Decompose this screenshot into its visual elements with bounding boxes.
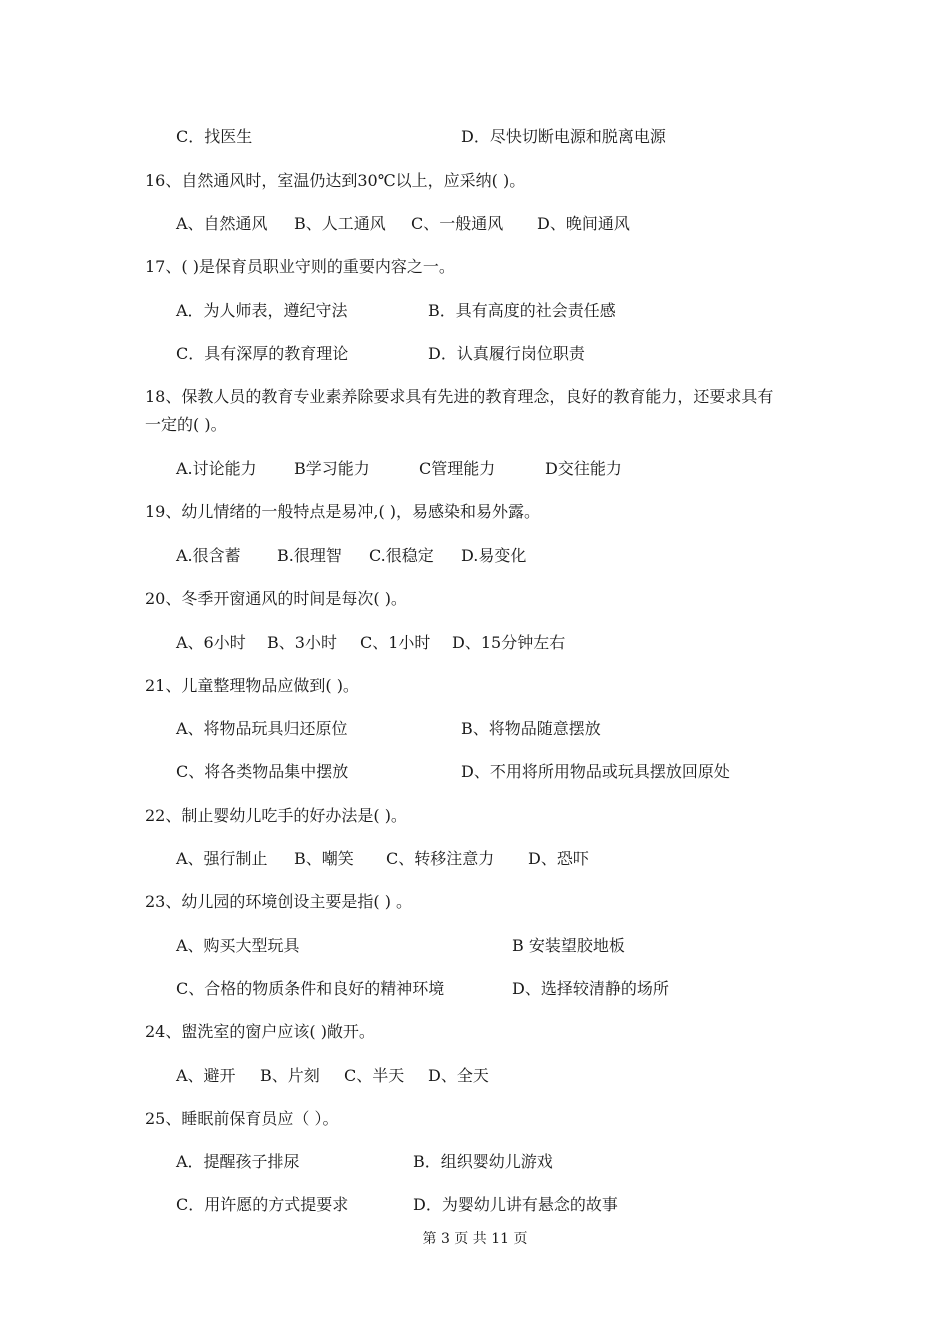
q22-option-c: C、转移注意力 — [386, 849, 495, 868]
q22-option-b: B、嘲笑 — [294, 849, 354, 868]
q18-stem-line2: 一定的( )。 — [145, 415, 227, 434]
q23-option-d: D、选择较清静的场所 — [512, 979, 669, 998]
q18-option-d: D交往能力 — [545, 459, 622, 478]
q22-option-d: D、恐吓 — [528, 849, 589, 868]
q21-stem: 21、儿童整理物品应做到( )。 — [145, 676, 359, 695]
q19-option-c: C.很稳定 — [369, 546, 434, 565]
q20-option-c: C、1小时 — [360, 633, 431, 652]
q17-option-d: D．认真履行岗位职责 — [428, 344, 585, 363]
q15-option-c: C．找医生 — [176, 127, 253, 146]
q17-option-b: B．具有高度的社会责任感 — [428, 301, 616, 320]
q25-option-d: D．为婴幼儿讲有悬念的故事 — [413, 1195, 618, 1214]
q23-option-c: C、合格的物质条件和良好的精神环境 — [176, 979, 445, 998]
q18-stem-line1: 18、保教人员的教育专业素养除要求具有先进的教育理念，良好的教育能力，还要求具有 — [145, 387, 774, 406]
q20-option-a: A、6小时 — [176, 633, 246, 652]
q24-option-d: D、全天 — [428, 1066, 489, 1085]
q23-option-b: B 安装望胶地板 — [512, 936, 625, 955]
q16-option-b: B、人工通风 — [294, 214, 386, 233]
q19-option-a: A.很含蓄 — [176, 546, 241, 565]
q16-option-a: A、自然通风 — [176, 214, 268, 233]
q21-option-c: C、将各类物品集中摆放 — [176, 762, 349, 781]
q16-option-d: D、晚间通风 — [537, 214, 630, 233]
q19-option-d: D.易变化 — [461, 546, 527, 565]
q17-option-c: C．具有深厚的教育理论 — [176, 344, 349, 363]
q19-option-b: B.很理智 — [277, 546, 342, 565]
q24-stem: 24、盥洗室的窗户应该( )敞开。 — [145, 1022, 375, 1041]
q22-option-a: A、强行制止 — [176, 849, 268, 868]
q25-option-b: B．组织婴幼儿游戏 — [413, 1152, 553, 1171]
q18-option-b: B学习能力 — [294, 459, 370, 478]
q25-option-c: C．用许愿的方式提要求 — [176, 1195, 349, 1214]
q16-stem: 16、自然通风时，室温仍达到30℃以上，应采纳( )。 — [145, 171, 526, 190]
q23-option-a: A、购买大型玩具 — [176, 936, 300, 955]
q22-stem: 22、制止婴幼儿吃手的好办法是( )。 — [145, 806, 407, 825]
q18-option-c: C管理能力 — [419, 459, 496, 478]
q25-stem: 25、睡眠前保育员应（ ）。 — [145, 1109, 339, 1128]
q17-stem: 17、( )是保育员职业守则的重要内容之一。 — [145, 257, 455, 276]
q20-stem: 20、冬季开窗通风的时间是每次( )。 — [145, 589, 407, 608]
q24-option-a: A、避开 — [176, 1066, 236, 1085]
q23-stem: 23、幼儿园的环境创设主要是指( ) 。 — [145, 892, 413, 911]
q24-option-c: C、半天 — [344, 1066, 405, 1085]
q25-option-a: A．提醒孩子排尿 — [176, 1152, 300, 1171]
q24-option-b: B、片刻 — [260, 1066, 320, 1085]
q21-option-a: A、将物品玩具归还原位 — [176, 719, 348, 738]
q20-option-d: D、15分钟左右 — [452, 633, 566, 652]
q17-option-a: A．为人师表，遵纪守法 — [176, 301, 348, 320]
q20-option-b: B、3小时 — [267, 633, 337, 652]
q16-option-c: C、一般通风 — [411, 214, 504, 233]
q19-stem: 19、幼儿情绪的一般特点是易冲,( )，易感染和易外露。 — [145, 502, 541, 521]
q21-option-d: D、不用将所用物品或玩具摆放回原处 — [461, 762, 730, 781]
q18-option-a: A.讨论能力 — [176, 459, 257, 478]
q15-option-d: D．尽快切断电源和脱离电源 — [461, 127, 666, 146]
q21-option-b: B、将物品随意摆放 — [461, 719, 601, 738]
page-footer: 第 3 页 共 11 页 — [422, 1231, 528, 1247]
